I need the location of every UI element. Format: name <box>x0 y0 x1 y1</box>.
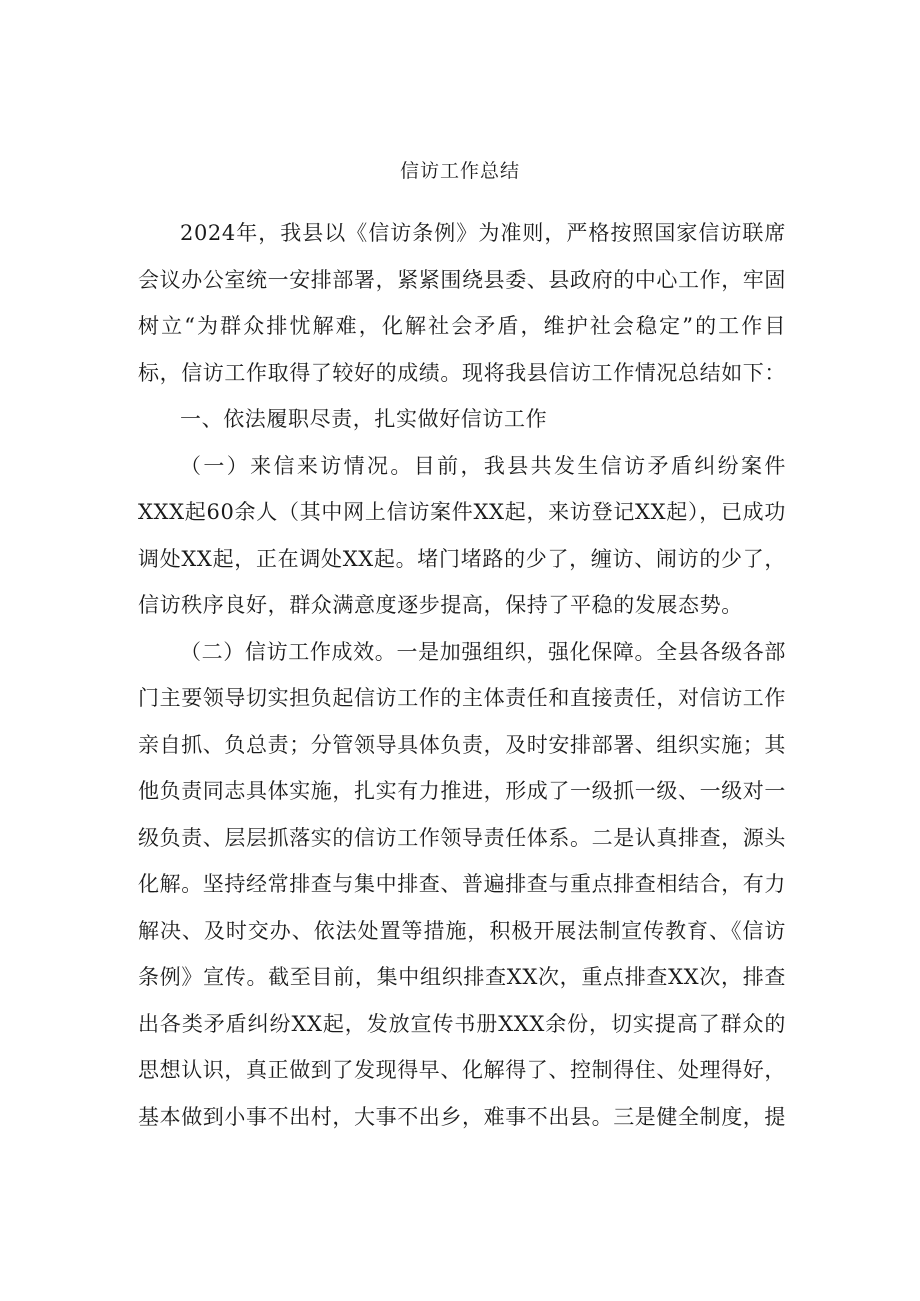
document-body <box>138 210 786 1140</box>
document-title: 信访工作总结 <box>399 160 520 182</box>
petition-results-paragraph: （二）信访工作成效。一是加强组织，强化保障。全县各级各部门主要领导切实担负起信访工作的主体责任和直接责任，对信访工作亲自抓、负总责；分管领导具体负责，及时安排部署、组织实施；其他负责同志具体实施，扎实有力推进，形成了一级抓一级、一级对一级负责、层层抓落实的信访工作领导责任体系。二是认真排查，源头化解。坚持经常排查与集中排查、普遍排查与重点排查相结合，有力解决、及时交办、依法处置等措施，积极开展法制宣传教育、《信访条例》宣传。截至目前，集中组织排查XX次，重点排查XX次，排查出各类矛盾纠纷XX起，发放宣传书册XXX余份，切实提高了群众的思想认识，真正做到了发现得早、化解得了、控制得住、处理得好，基本做到小事不出村，大事不出乡，难事不出县。三是健全制度，提 <box>138 639 786 1129</box>
intro-paragraph: 2024年，我县以《信访条例》为准则，严格按照国家信访联席会议办公室统一安排部署，紧紧围绕县委、县政府的中心工作，牢固树立“为群众排忧解难，化解社会矛盾，维护社会稳定”的工作目标，信访工作取得了较好的成绩。现将我县信访工作情况总结如下： <box>138 221 786 385</box>
petition-status-paragraph: （一）来信来访情况。目前，我县共发生信访矛盾纠纷案件XXX起60余人（其中网上信访案件XX起，来访登记XX起），已成功调处XX起，正在调处XX起。堵门堵路的少了，缠访、闹访的少了，信访秩序良好，群众满意度逐步提高，保持了平稳的发展态势。 <box>138 453 786 617</box>
section-heading: 一、依法履职尽责，扎实做好信访工作 <box>180 407 548 431</box>
